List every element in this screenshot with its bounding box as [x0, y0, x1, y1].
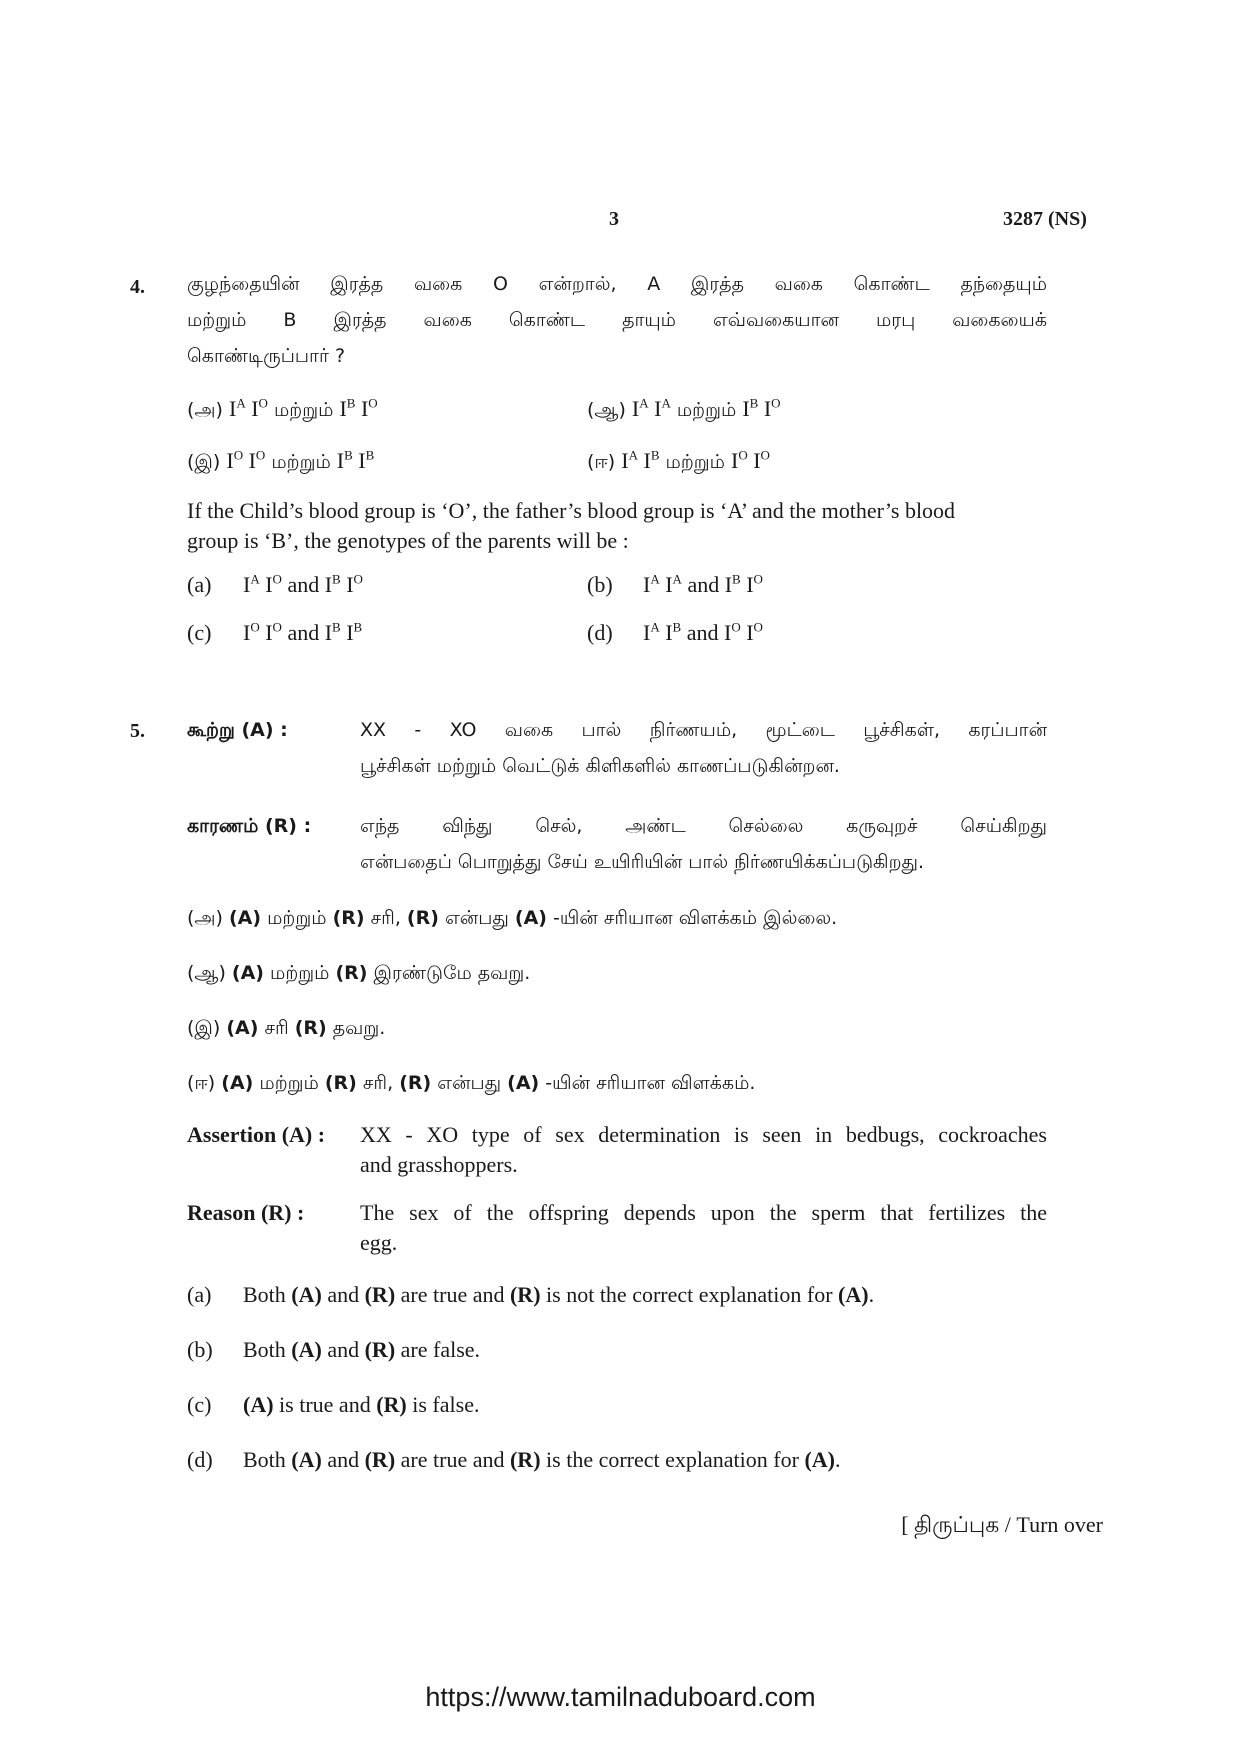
assertion-line-1: XX - XO type of sex determination is seen in bedbugs, cockroaches	[360, 1122, 1047, 1147]
q5-english-option: (a) Both (A) and (R) are true and (R) is not the correct explanation for (A).	[187, 1282, 875, 1307]
q4-tamil-option: (ஈ) $I^A$ $I^B$ மற்றும் $I^O$ $I^O$	[587, 447, 770, 473]
q4-tamil-line-2: மற்றும் B இரத்த வகை கொண்ட தாயும் எவ்வகையான மரபு வகையைக்	[187, 309, 1047, 331]
exam-code: 3287 (NS)	[1003, 208, 1087, 230]
q5-tamil-reason-line-2: என்பதைப் பொறுத்து சேய் உயிரியின் பால் நிர்ணயிக்கப்படுகிறது.	[360, 851, 925, 873]
q4-tamil-line-1: குழந்தையின் இரத்த வகை O என்றால், A இரத்த வகை கொண்ட தந்தையும்	[187, 273, 1047, 295]
q4-english-option: (d) $I^A$ $I^B$ and $I^O$ $I^O$	[587, 619, 763, 645]
q4-english-option: (c) $I^O$ $I^O$ and $I^B$ $I^B$	[187, 619, 363, 645]
q4-tamil-option: (இ) $I^O$ $I^O$ மற்றும் $I^B$ $I^B$	[187, 447, 375, 473]
reason-line-2: egg.	[360, 1230, 398, 1255]
q5-tamil-reason-line-1: எந்த விந்து செல், அண்ட செல்லை கருவுறச் செய்கிறது	[360, 815, 1047, 837]
q4-english-line-1: If the Child’s blood group is ‘O’, the father’s blood group is ‘A’ and the mother’s blood	[187, 498, 956, 523]
q5-tamil-option: (ஈ) (A) மற்றும் (R) சரி, (R) என்பது (A) -யின் சரியான விளக்கம்.	[187, 1072, 756, 1094]
footer-url[interactable]: https://www.tamilnaduboard.com	[425, 1682, 816, 1712]
q5-tamil-option: (அ) (A) மற்றும் (R) சரி, (R) என்பது (A) -யின் சரியான விளக்கம் இல்லை.	[187, 907, 838, 929]
assertion-line-2: and grasshoppers.	[360, 1152, 518, 1177]
q5-english-option: (b) Both (A) and (R) are false.	[187, 1337, 481, 1362]
q5-english-option: (d) Both (A) and (R) are true and (R) is the correct explanation for (A).	[187, 1447, 841, 1472]
question-number: 5.	[130, 720, 145, 742]
q5-tamil-assertion-label: கூற்று (A) :	[187, 719, 288, 741]
q4-tamil-line-3: கொண்டிருப்பார் ?	[187, 345, 346, 367]
q5-english-option: (c) (A) is true and (R) is false.	[187, 1392, 480, 1417]
turn-over-note: [ திருப்புக / Turn over	[901, 1512, 1103, 1537]
q4-english-option: (b) $I^A$ $I^A$ and $I^B$ $I^O$	[587, 571, 763, 597]
q4-tamil-option: (ஆ) $I^A$ $I^A$ மற்றும் $I^B$ $I^O$	[587, 395, 781, 421]
q4-tamil-option: (அ) $I^A$ $I^O$ மற்றும் $I^B$ $I^O$	[187, 395, 378, 421]
q5-tamil-assertion-line-2: பூச்சிகள் மற்றும் வெட்டுக் கிளிகளில் காணப்படுகின்றன.	[360, 755, 840, 777]
assertion-label: Assertion (A) :	[187, 1122, 326, 1147]
page-number: 3	[609, 208, 619, 230]
q5-tamil-reason-label: காரணம் (R) :	[187, 815, 312, 837]
reason-label: Reason (R) :	[187, 1200, 305, 1225]
q4-english-line-2: group is ‘B’, the genotypes of the parents will be :	[187, 528, 629, 553]
q5-tamil-assertion-line-1: XX - XO வகை பால் நிர்ணயம், மூட்டை பூச்சிகள், கரப்பான்	[360, 719, 1047, 741]
q4-english-option: (a) $I^A$ $I^O$ and $I^B$ $I^O$	[187, 571, 363, 597]
q5-tamil-option: (இ) (A) சரி (R) தவறு.	[187, 1017, 386, 1039]
question-number: 4.	[130, 276, 145, 298]
reason-line-1: The sex of the offspring depends upon the sperm that fertilizes the	[360, 1200, 1047, 1225]
q5-tamil-option: (ஆ) (A) மற்றும் (R) இரண்டுமே தவறு.	[187, 962, 531, 984]
